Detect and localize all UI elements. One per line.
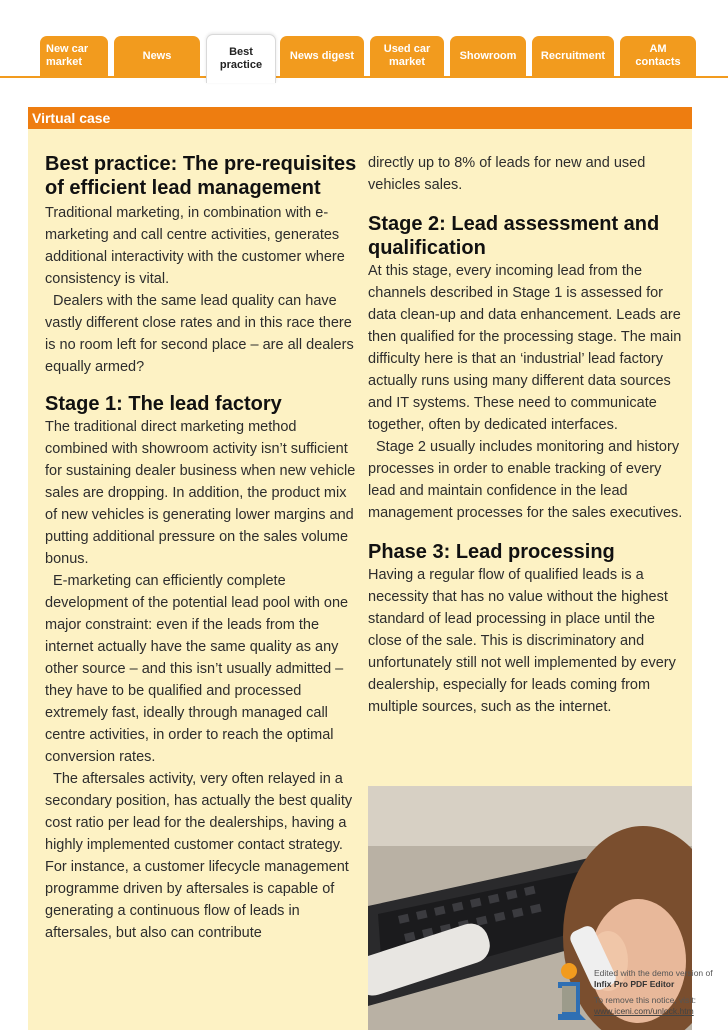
article-paragraph: The traditional direct marketing method combined with showroom activity isn’t sufficient for sustaining dealer business when new vehicle sales are dropping. In addition, the product mix of new vehicles is generating lower margins and putting additional pressure on the sales volume bonus. bbox=[45, 419, 356, 567]
article-paragraph: Having a regular flow of qualified leads is a necessity that has no value without the highest standard of lead processing in place until the close of the sale. This is discriminatory and unfortunately still not well implemented by every dealership, especially for leads coming from multiple sources, such as the internet. bbox=[368, 567, 676, 715]
tab-showroom[interactable] bbox=[450, 36, 526, 76]
tab-best-practice[interactable] bbox=[206, 34, 276, 83]
article-right-column bbox=[368, 152, 684, 718]
article-paragraph: Dealers with the same lead quality can have vastly different close rates and in this race there is no room left for second place – are all dealers equally armed? bbox=[45, 293, 354, 375]
article-heading: Best practice: The pre-requisites of efficient lead management bbox=[45, 153, 357, 199]
tab-label: Used car market bbox=[383, 43, 431, 68]
article-paragraph: E-marketing can efficiently complete development of the potential lead pool with one major constraint: even if the leads from the internet actually have the same quality as any other source – and this isn’t usually admitted – they have to be qualified and processed extremely fast, ideally through managed call centre activities, in order to reach the optimal conversion rates. bbox=[45, 573, 349, 765]
article-paragraph: directly up to 8% of leads for new and used vehicles sales. bbox=[368, 155, 646, 193]
tab-label: Recruitment bbox=[540, 49, 606, 62]
article-paragraph: At this stage, every incoming lead from the channels described in Stage 1 is assessed for data clean-up and data enhancement. Leads are then qualified for the processing stage. The main difficulty here is that an ‘industrial’ lead factory actually runs using many different data sources and IT systems. These need to communicate together, often by dedicated interfaces. bbox=[368, 263, 682, 433]
tab-am-contacts[interactable] bbox=[620, 36, 696, 76]
section-header: Virtual case bbox=[28, 107, 692, 129]
tab-label: New car market bbox=[46, 43, 89, 68]
tab-label: AM contacts bbox=[635, 43, 681, 68]
tab-news[interactable] bbox=[114, 36, 200, 76]
watermark-notice bbox=[594, 968, 724, 1017]
infix-logo-icon bbox=[552, 962, 586, 1020]
top-navigation bbox=[0, 0, 728, 92]
article-paragraph: The aftersales activity, very often relayed in a secondary position, has actually the best quality cost ratio per lead for the dealerships, having a highly implemented customer contact strategy. For instance, a customer lifecycle management programme driven by aftersales is capable of generating a continuous flow of leads in aftersales, but also can contribute bbox=[45, 771, 353, 941]
article-left-column bbox=[45, 152, 357, 944]
article-paragraph: Stage 2 usually includes monitoring and history processes in order to enable tracking of every lead and maintain confidence in the lead management processes for the sales executives. bbox=[368, 439, 683, 521]
tab-label: Showroom bbox=[459, 49, 517, 62]
watermark-line: To remove this notice, visit: bbox=[594, 995, 697, 1005]
infix-logo bbox=[552, 962, 586, 1020]
watermark-link[interactable]: www.iceni.com/unlock.htm bbox=[594, 1006, 694, 1016]
tab-used-car-market[interactable] bbox=[370, 36, 444, 76]
tab-label: News digest bbox=[289, 49, 355, 62]
section-heading-stage-1: Stage 1: The lead factory bbox=[45, 393, 282, 415]
tab-label: News bbox=[142, 49, 172, 62]
section-heading-phase-3: Phase 3: Lead processing bbox=[368, 541, 615, 563]
tab-label: Best practice bbox=[219, 46, 263, 71]
article-paragraph: Traditional marketing, in combination with e-marketing and call centre activities, generates additional interactivity with the customer where consistency is vital. bbox=[45, 205, 345, 287]
watermark-line: Edited with the demo version of bbox=[594, 968, 713, 978]
tab-underline bbox=[0, 76, 728, 78]
section-heading-stage-2: Stage 2: Lead assessment and qualification bbox=[368, 213, 660, 259]
watermark-product: Infix Pro PDF Editor bbox=[594, 979, 675, 989]
tab-news-digest[interactable] bbox=[280, 36, 364, 76]
tab-new-car-market[interactable] bbox=[40, 36, 108, 76]
tab-recruitment[interactable] bbox=[532, 36, 614, 76]
